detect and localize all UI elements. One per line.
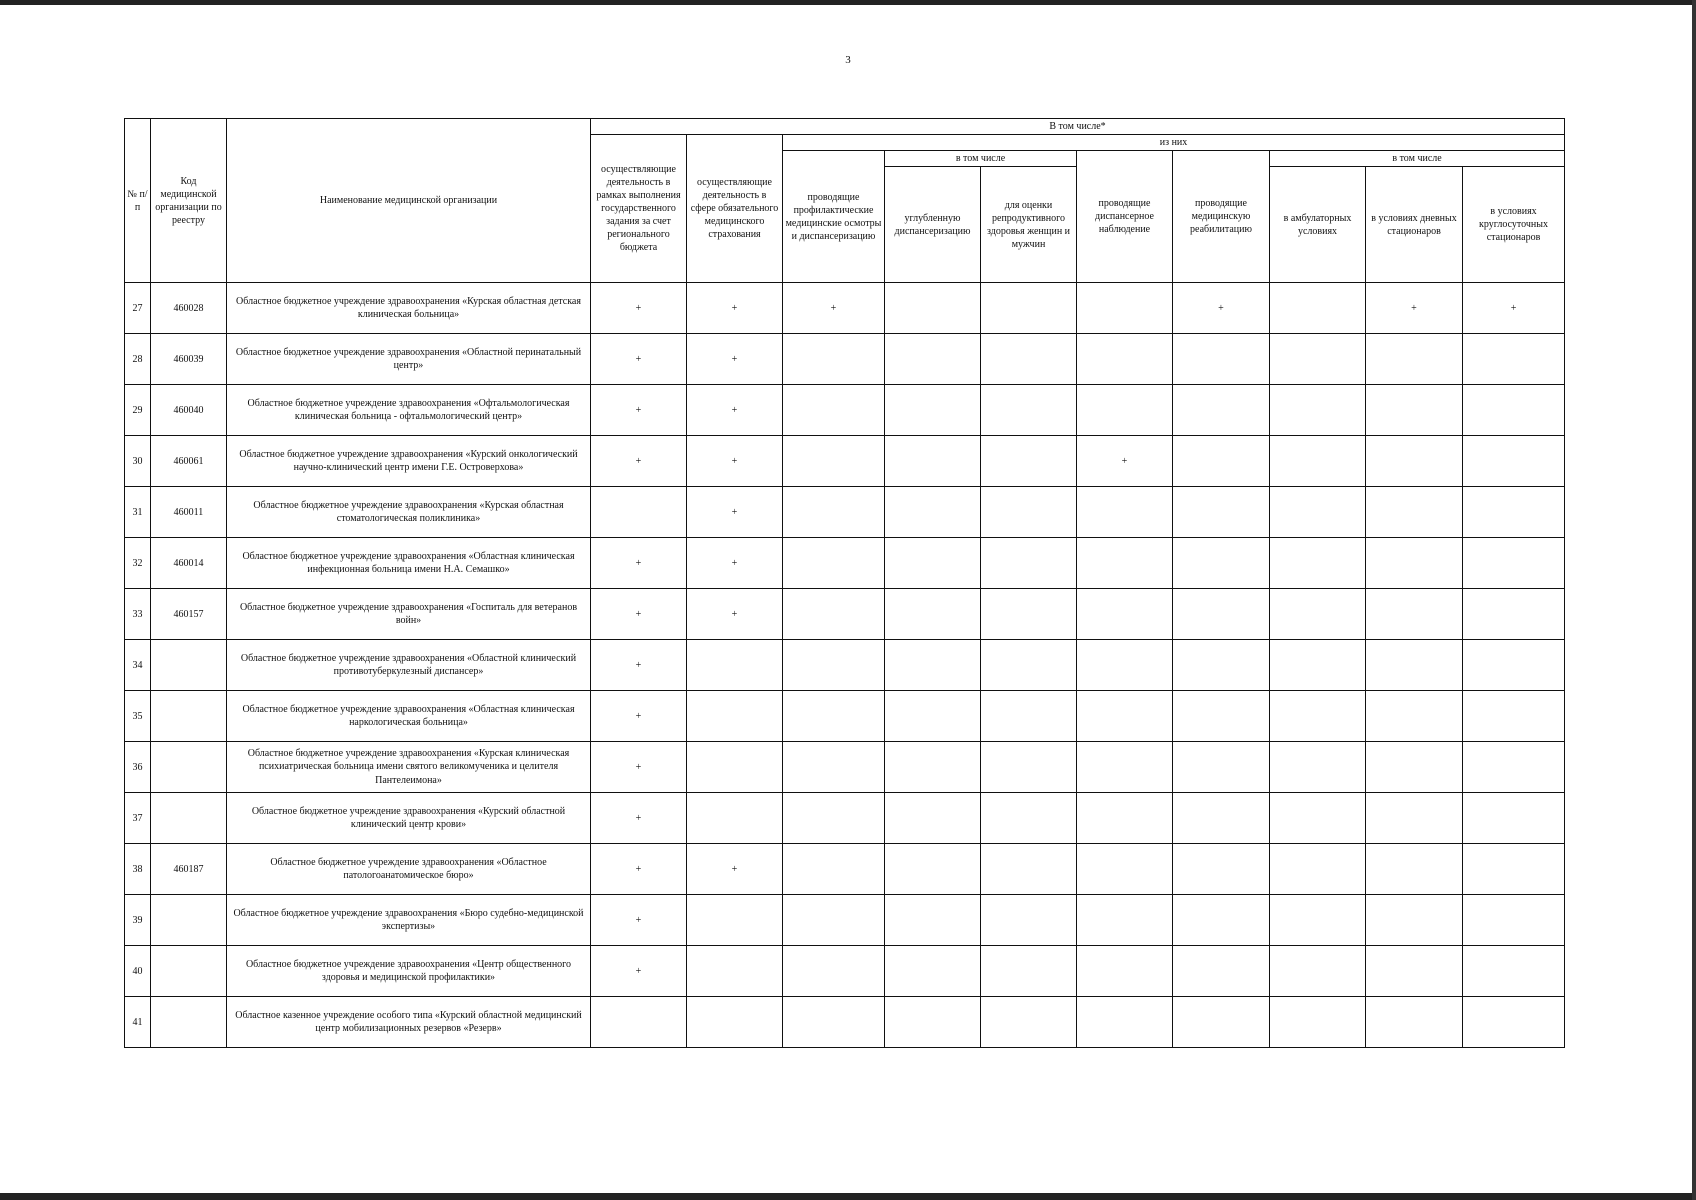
scan-edge-bottom (0, 1193, 1696, 1200)
mark-cell (591, 997, 687, 1048)
col-deep-header: углубленную диспансеризацию (885, 167, 981, 283)
row-number: 31 (125, 487, 151, 538)
mark-cell (1366, 691, 1463, 742)
mark-cell: + (591, 538, 687, 589)
mark-cell: + (591, 283, 687, 334)
mark-cell (1077, 589, 1173, 640)
organization-code (151, 640, 227, 691)
mark-cell (1270, 283, 1366, 334)
mark-cell (885, 997, 981, 1048)
mark-cell: + (1077, 436, 1173, 487)
col-name-header: Наименование медицинской организации (227, 119, 591, 283)
col-disp-header: проводящие диспансерное наблюдение (1077, 151, 1173, 283)
mark-cell: + (687, 436, 783, 487)
row-number: 32 (125, 538, 151, 589)
mark-cell (981, 691, 1077, 742)
mark-cell (981, 589, 1077, 640)
mark-cell: + (1463, 283, 1565, 334)
table-row (125, 844, 1565, 895)
mark-cell (885, 691, 981, 742)
table-header (125, 119, 1565, 283)
mark-cell (1366, 487, 1463, 538)
organization-code: 460011 (151, 487, 227, 538)
row-number: 39 (125, 895, 151, 946)
row-number: 36 (125, 742, 151, 793)
mark-cell (687, 742, 783, 793)
mark-cell (885, 487, 981, 538)
col-oms-header: осуществляющие деятельность в сфере обязательного медицинского страхования (687, 135, 783, 283)
mark-cell (1463, 997, 1565, 1048)
mark-cell (981, 487, 1077, 538)
organization-code: 460039 (151, 334, 227, 385)
mark-cell (783, 589, 885, 640)
mark-cell (981, 997, 1077, 1048)
row-number: 41 (125, 997, 151, 1048)
mark-cell (1077, 946, 1173, 997)
mark-cell: + (1366, 283, 1463, 334)
mark-cell (1173, 334, 1270, 385)
mark-cell (1173, 385, 1270, 436)
mark-cell (1173, 589, 1270, 640)
scan-edge-top (0, 0, 1696, 5)
organization-name: Областное бюджетное учреждение здравоохранения «Областной клинический противотуберкулезный диспансер» (227, 640, 591, 691)
mark-cell (981, 895, 1077, 946)
including-header: В том числе* (591, 119, 1565, 135)
mark-cell (1077, 742, 1173, 793)
col-prof-header: проводящие профилактические медицинские осмотры и диспансеризацию (783, 151, 885, 283)
organization-code: 460040 (151, 385, 227, 436)
including-sub-header-2: в том числе (1270, 151, 1565, 167)
mark-cell (591, 487, 687, 538)
organization-code (151, 691, 227, 742)
mark-cell (981, 385, 1077, 436)
mark-cell (1366, 334, 1463, 385)
col-code-header: Код медицинской организации по реестру (151, 119, 227, 283)
mark-cell (783, 946, 885, 997)
mark-cell (1270, 844, 1366, 895)
mark-cell (1270, 538, 1366, 589)
organization-name: Областное бюджетное учреждение здравоохранения «Бюро судебно-медицинской экспертизы» (227, 895, 591, 946)
mark-cell (1270, 997, 1366, 1048)
mark-cell (885, 538, 981, 589)
mark-cell (1463, 895, 1565, 946)
mark-cell (783, 793, 885, 844)
mark-cell: + (687, 385, 783, 436)
mark-cell (1366, 895, 1463, 946)
mark-cell (1463, 589, 1565, 640)
mark-cell (1463, 793, 1565, 844)
mark-cell (1077, 895, 1173, 946)
mark-cell (783, 742, 885, 793)
mark-cell (1463, 487, 1565, 538)
mark-cell (1463, 640, 1565, 691)
table-row (125, 793, 1565, 844)
mark-cell (885, 844, 981, 895)
page-number: 3 (845, 54, 851, 66)
mark-cell (687, 640, 783, 691)
row-number: 35 (125, 691, 151, 742)
mark-cell (1463, 334, 1565, 385)
organization-name: Областное бюджетное учреждение здравоохранения «Областной перинатальный центр» (227, 334, 591, 385)
mark-cell (1077, 487, 1173, 538)
mark-cell (1366, 589, 1463, 640)
organization-code (151, 997, 227, 1048)
mark-cell (1270, 487, 1366, 538)
mark-cell (1077, 640, 1173, 691)
mark-cell (1366, 946, 1463, 997)
mark-cell (1270, 589, 1366, 640)
mark-cell (1463, 691, 1565, 742)
row-number: 33 (125, 589, 151, 640)
col-num-header: № п/п (125, 119, 151, 283)
mark-cell: + (783, 283, 885, 334)
table-row (125, 742, 1565, 793)
mark-cell (783, 691, 885, 742)
table-row (125, 691, 1565, 742)
mark-cell (1270, 691, 1366, 742)
mark-cell (1463, 946, 1565, 997)
mark-cell (1173, 742, 1270, 793)
mark-cell (1173, 640, 1270, 691)
organization-name: Областное бюджетное учреждение здравоохранения «Областная клиническая наркологическая больница» (227, 691, 591, 742)
mark-cell (1463, 742, 1565, 793)
table-row (125, 385, 1565, 436)
mark-cell (1077, 538, 1173, 589)
table-row (125, 436, 1565, 487)
mark-cell (1173, 946, 1270, 997)
organization-name: Областное бюджетное учреждение здравоохранения «Центр общественного здоровья и медицинской профилактики» (227, 946, 591, 997)
mark-cell: + (687, 538, 783, 589)
row-number: 28 (125, 334, 151, 385)
mark-cell (1270, 385, 1366, 436)
organization-code (151, 895, 227, 946)
mark-cell (1366, 997, 1463, 1048)
table-row (125, 589, 1565, 640)
mark-cell (1077, 844, 1173, 895)
organization-name: Областное бюджетное учреждение здравоохранения «Курская областная стоматологическая поликлиника» (227, 487, 591, 538)
mark-cell (1270, 946, 1366, 997)
mark-cell (1366, 385, 1463, 436)
organization-name: Областное бюджетное учреждение здравоохранения «Госпиталь для ветеранов войн» (227, 589, 591, 640)
row-number: 29 (125, 385, 151, 436)
mark-cell: + (591, 895, 687, 946)
mark-cell: + (591, 946, 687, 997)
col-round-header: в условиях круглосуточных стационаров (1463, 167, 1565, 283)
mark-cell (981, 640, 1077, 691)
mark-cell (1463, 385, 1565, 436)
organization-code: 460014 (151, 538, 227, 589)
mark-cell (1077, 997, 1173, 1048)
mark-cell (885, 589, 981, 640)
mark-cell (1366, 640, 1463, 691)
table-row (125, 946, 1565, 997)
mark-cell: + (591, 844, 687, 895)
mark-cell (981, 436, 1077, 487)
organization-code (151, 742, 227, 793)
mark-cell (1077, 385, 1173, 436)
table-row (125, 283, 1565, 334)
mark-cell (1173, 793, 1270, 844)
mark-cell (885, 334, 981, 385)
mark-cell: + (687, 283, 783, 334)
row-number: 30 (125, 436, 151, 487)
mark-cell (885, 640, 981, 691)
mark-cell (1463, 538, 1565, 589)
row-number: 40 (125, 946, 151, 997)
mark-cell (1366, 793, 1463, 844)
organization-code (151, 946, 227, 997)
row-number: 38 (125, 844, 151, 895)
mark-cell (885, 385, 981, 436)
mark-cell (1077, 283, 1173, 334)
mark-cell (1173, 895, 1270, 946)
mark-cell (885, 436, 981, 487)
mark-cell (885, 283, 981, 334)
mark-cell (783, 385, 885, 436)
mark-cell (1173, 487, 1270, 538)
mark-cell (783, 895, 885, 946)
mark-cell (783, 844, 885, 895)
mark-cell: + (687, 844, 783, 895)
mark-cell (981, 283, 1077, 334)
row-number: 34 (125, 640, 151, 691)
mark-cell (1270, 640, 1366, 691)
table-row (125, 538, 1565, 589)
table-body (125, 283, 1565, 1048)
mark-cell: + (687, 589, 783, 640)
mark-cell (1366, 844, 1463, 895)
mark-cell (687, 793, 783, 844)
organization-name: Областное бюджетное учреждение здравоохранения «Областная клиническая инфекционная больница имени Н.А. Семашко» (227, 538, 591, 589)
mark-cell: + (591, 691, 687, 742)
mark-cell (687, 997, 783, 1048)
mark-cell: + (1173, 283, 1270, 334)
mark-cell: + (591, 385, 687, 436)
mark-cell (1173, 691, 1270, 742)
organization-name: Областное казенное учреждение особого типа «Курский областной медицинский центр мобилизационных резервов «Резерв» (227, 997, 591, 1048)
mark-cell (1270, 334, 1366, 385)
mark-cell (981, 844, 1077, 895)
mark-cell: + (591, 640, 687, 691)
of-them-header: из них (783, 135, 1565, 151)
organization-name: Областное бюджетное учреждение здравоохранения «Офтальмологическая клиническая больница - офтальмологический центр» (227, 385, 591, 436)
col-repro-header: для оценки репродуктивного здоровья женщин и мужчин (981, 167, 1077, 283)
organization-code: 460157 (151, 589, 227, 640)
col-amb-header: в амбулаторных условиях (1270, 167, 1366, 283)
mark-cell (885, 793, 981, 844)
mark-cell (1077, 691, 1173, 742)
table-row (125, 334, 1565, 385)
organization-code: 460028 (151, 283, 227, 334)
mark-cell (981, 538, 1077, 589)
mark-cell (783, 334, 885, 385)
organization-name: Областное бюджетное учреждение здравоохранения «Областное патологоанатомическое бюро» (227, 844, 591, 895)
mark-cell: + (591, 793, 687, 844)
scan-edge-right (1692, 0, 1696, 1200)
mark-cell (687, 895, 783, 946)
organization-name: Областное бюджетное учреждение здравоохранения «Курская областная детская клиническая больница» (227, 283, 591, 334)
including-sub-header-1: в том числе (885, 151, 1077, 167)
mark-cell (1173, 436, 1270, 487)
mark-cell: + (687, 334, 783, 385)
mark-cell: + (591, 334, 687, 385)
mark-cell (687, 946, 783, 997)
organization-name: Областное бюджетное учреждение здравоохранения «Курская клиническая психиатрическая больница имени святого великомученика и целителя Пантелеимона» (227, 742, 591, 793)
mark-cell (1173, 538, 1270, 589)
mark-cell (783, 538, 885, 589)
mark-cell (981, 334, 1077, 385)
organization-code: 460061 (151, 436, 227, 487)
mark-cell (783, 436, 885, 487)
mark-cell (783, 487, 885, 538)
mark-cell (1270, 742, 1366, 793)
table-row (125, 640, 1565, 691)
table-row (125, 487, 1565, 538)
registry-table (124, 118, 1565, 1048)
mark-cell (1270, 793, 1366, 844)
mark-cell (1366, 538, 1463, 589)
mark-cell (1270, 895, 1366, 946)
mark-cell (1173, 844, 1270, 895)
organization-code: 460187 (151, 844, 227, 895)
organization-name: Областное бюджетное учреждение здравоохранения «Курский областной клинический центр крови» (227, 793, 591, 844)
mark-cell: + (591, 436, 687, 487)
mark-cell: + (591, 742, 687, 793)
table-row (125, 997, 1565, 1048)
mark-cell (885, 946, 981, 997)
mark-cell (1366, 436, 1463, 487)
mark-cell (981, 946, 1077, 997)
row-number: 27 (125, 283, 151, 334)
mark-cell (885, 742, 981, 793)
organization-code (151, 793, 227, 844)
col-day-header: в условиях дневных стационаров (1366, 167, 1463, 283)
mark-cell (981, 793, 1077, 844)
mark-cell (981, 742, 1077, 793)
row-number: 37 (125, 793, 151, 844)
mark-cell (1366, 742, 1463, 793)
mark-cell: + (687, 487, 783, 538)
mark-cell: + (591, 589, 687, 640)
mark-cell (687, 691, 783, 742)
mark-cell (1077, 334, 1173, 385)
mark-cell (1077, 793, 1173, 844)
col-rehab-header: проводящие медицинскую реабилитацию (1173, 151, 1270, 283)
mark-cell (885, 895, 981, 946)
mark-cell (783, 640, 885, 691)
col-budget-header: осуществляющие деятельность в рамках выполнения государственного задания за счет регионального бюджета (591, 135, 687, 283)
organization-name: Областное бюджетное учреждение здравоохранения «Курский онкологический научно-клинический центр имени Г.Е. Островерхова» (227, 436, 591, 487)
mark-cell (1463, 436, 1565, 487)
mark-cell (1463, 844, 1565, 895)
table-row (125, 895, 1565, 946)
mark-cell (783, 997, 885, 1048)
mark-cell (1173, 997, 1270, 1048)
mark-cell (1270, 436, 1366, 487)
